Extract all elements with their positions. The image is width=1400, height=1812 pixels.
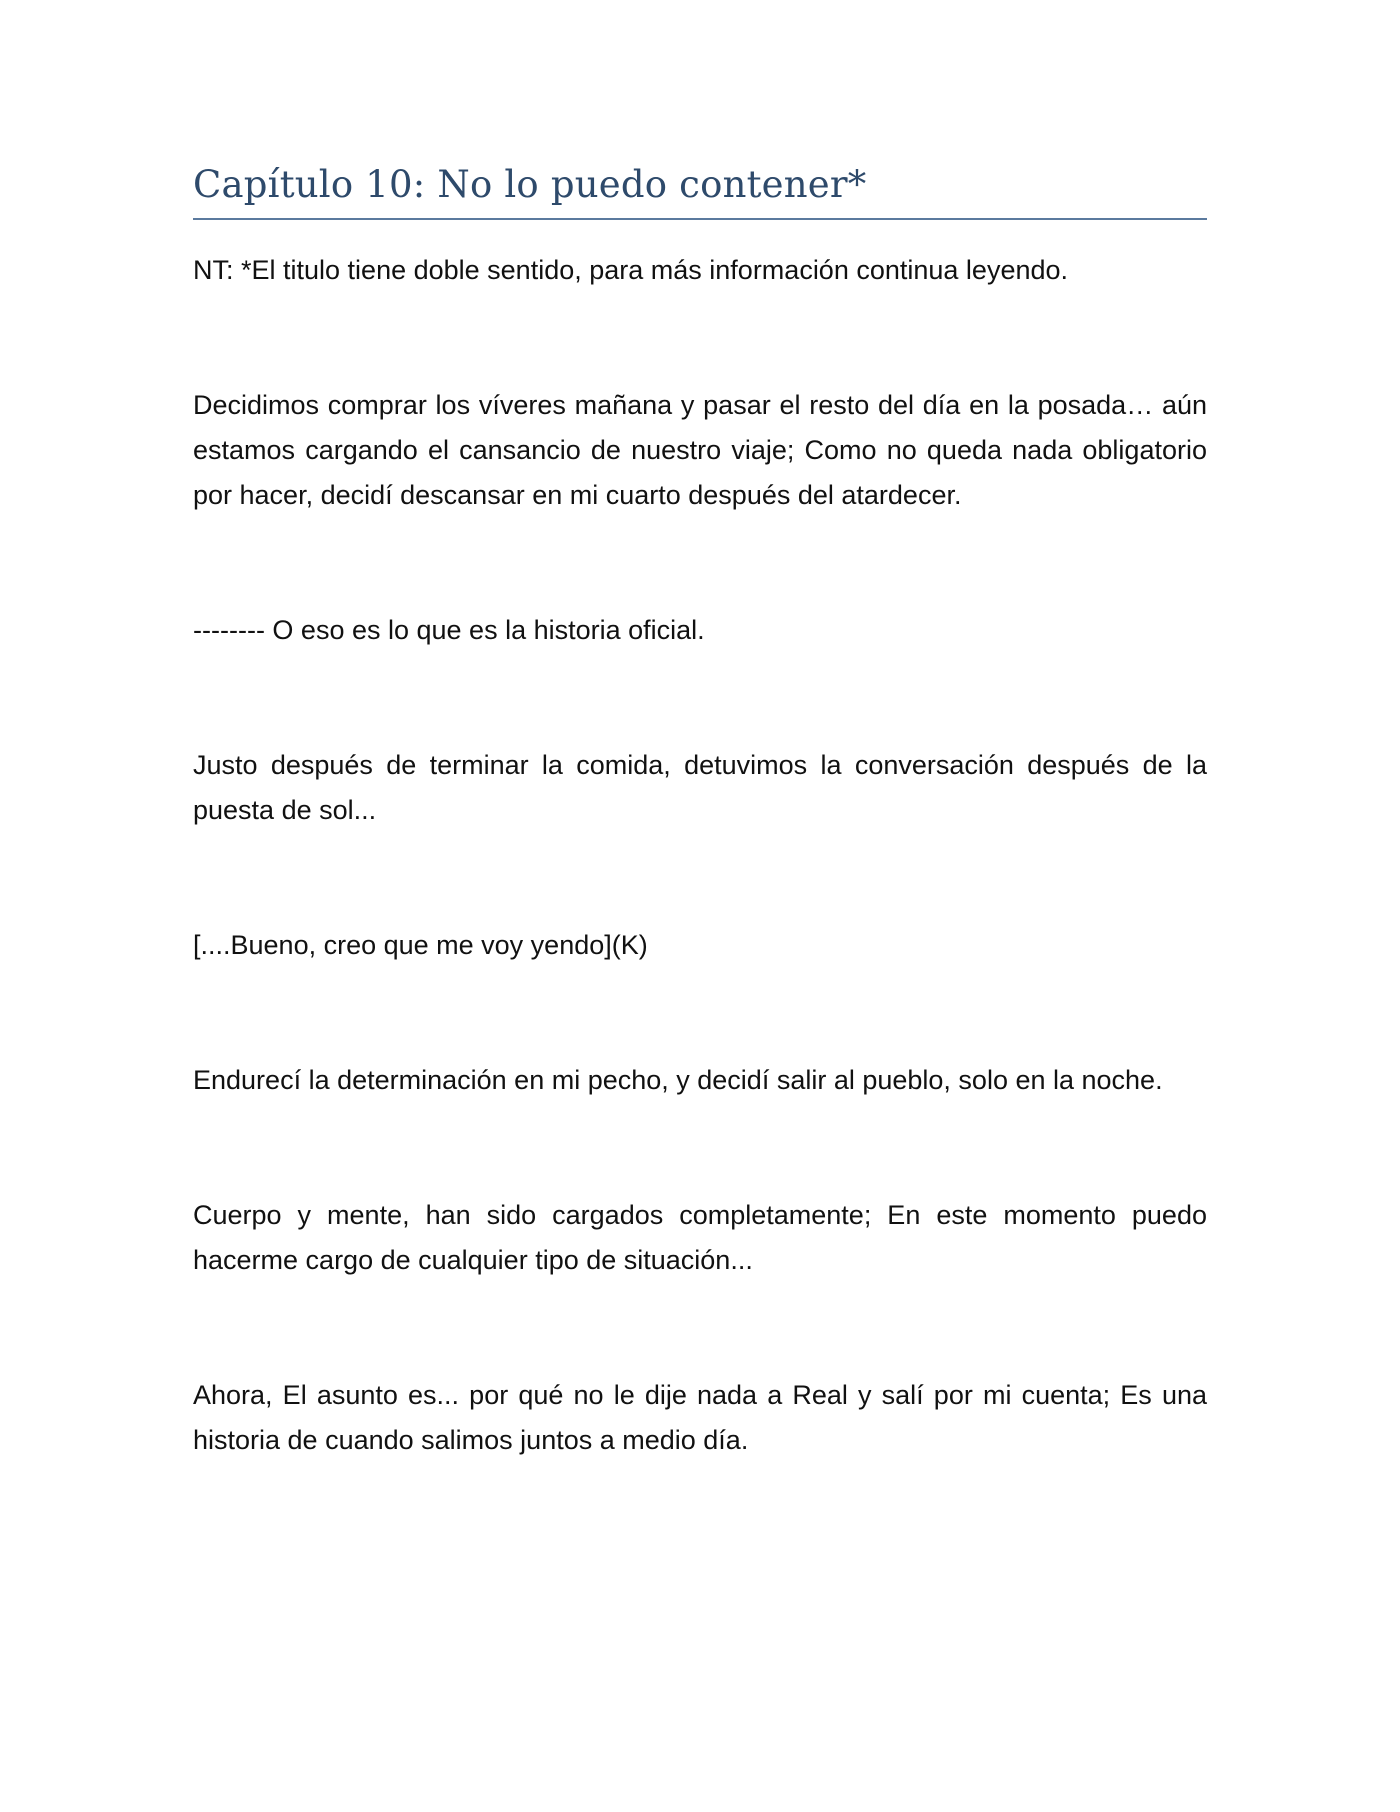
body-text	[193, 248, 1207, 1463]
paragraph: Ahora, El asunto es... por qué no le dije nada a Real y salí por mi cuenta; Es una historia de cuando salimos juntos a medio día.	[193, 1380, 1207, 1455]
paragraph: Endurecí la determinación en mi pecho, y decidí salir al pueblo, solo en la noche.	[193, 1065, 1163, 1095]
paragraph: Cuerpo y mente, han sido cargados completamente; En este momento puedo hacerme cargo de cualquier tipo de situación...	[193, 1200, 1207, 1275]
paragraph: -------- O eso es lo que es la historia oficial.	[193, 615, 705, 645]
dialogue-line: [....Bueno, creo que me voy yendo](K)	[193, 930, 648, 960]
paragraph: Decidimos comprar los víveres mañana y pasar el resto del día en la posada… aún estamos cargando el cansancio de nuestro viaje; Como no queda nada obligatorio por hacer, decidí descansar en mi cuarto después del atardecer.	[193, 390, 1207, 510]
chapter-title: Capítulo 10: No lo puedo contener*	[193, 158, 1207, 220]
translator-note: NT: *El titulo tiene doble sentido, para más información continua leyendo.	[193, 255, 1069, 285]
paragraph: Justo después de terminar la comida, detuvimos la conversación después de la puesta de sol...	[193, 750, 1207, 825]
page-content	[193, 158, 1207, 1463]
